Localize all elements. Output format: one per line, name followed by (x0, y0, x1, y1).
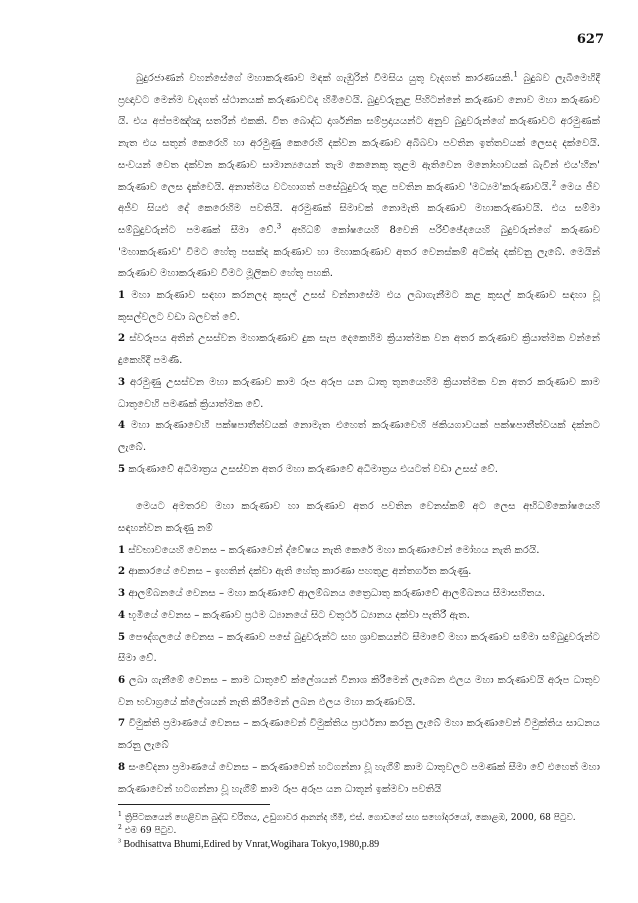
footnote-ref-1: 1 (513, 70, 518, 79)
list-item: 5 පෞද්ගලයේ වෙනස – කරුණාව පසේ බුදුවරුන්ට සහ ශ්‍රාවකයන්ට සීමාවේ මහා කරුණාව සම්මා සම්බුදුවරුන්ට සීමා වේ. (118, 630, 600, 665)
list-item: 1 මහා කරුණාව සඳහා කරනලද කුසල් උසස් වන්නාසේම එය ලබාගැනීමට කළ කුසල් කරුණාව සඳහා වූ කුසල්වලට වඩා බලවත් වේ. (118, 289, 600, 323)
list-item: 4 මහා කරුණාවෙහි පක්ෂපාතීත්වයක් නොමැත එහෙත් කරුණාවෙහි ඡකියගාවයක් පක්ෂපාතීත්වයක් දක්නට ලැබේ. (118, 419, 600, 453)
footnote-ref-2: 2 (551, 179, 557, 188)
list-item: 3 ආලම්බනයේ වෙනස – මහා කරුණාවේ ආලම්බනය ත්‍රෛධාතු කරුණාවේ ආලම්බනය සීමාසහිතය. (118, 587, 546, 600)
list-item: 2 ස්වරූපය අතින් උසස්වන මහාකරුණාව දුක සැප දෙකෙහිම ක්‍රියාත්මක වන අතර කරුණාව ක්‍රියාත්මක වන්නේ දුකෙහිදී පමණි. (118, 332, 600, 367)
main-text (118, 68, 600, 800)
list-item: 6 ලබා ගැනීමේ වෙනස – කාම ධාතුවේ ක්ලේශයන් විනාශ කිරීමෙන් ලැබෙන ඵලය මහා කරුණාවයි අරූප ධාතුව වන භවාග්‍රයේ ක්ලේශයන් නැති කිරීමෙන් ලබන ඵලය මහා කරුණාවයි. (118, 673, 600, 708)
intro-text-4: අභිධම් කෝෂයෙහි 8වෙනි පරිච්ඡේදයෙහි බුදුවරුන්ගේ කරුණාව 'මහාකරුණාව' විමට හේතු පසක්ද කරුණාව හා මහාකරුණාව අතර වෙනස්කම් අටක්ද දක්වනු ලැබේ. මෙයින් කරුණාව මහාකරුණාව වීමට මූලිකව හේතු පහකි. (118, 224, 600, 280)
list-item: 1 ස්වභාවයෙහි වෙනස – කරුණාවෙන් ද්වේෂය නැති කෙරේ මහා කරුණාවෙන් මෝහය නැති කරයි. (118, 543, 540, 556)
intro-text: බුදුරජාණන් වහන්සේගේ මහාකරුණාව මඳක් ගැඹුරින් විමසිය යුතු වැදගත් කාරණයකි. (136, 73, 514, 84)
section-gap (118, 480, 600, 496)
intro-paragraph (118, 68, 600, 285)
list-item: 8 සංවේදනා ප්‍රමාණයේ වෙනස – කරුණාවෙන් හටගන්නා වූ හැගීම් කාම ධාතුවලට පමණක් සීමා වේ එහෙත් මහා කරුණාවෙන් හටගන්නා වූ හැගීම් කාම රූප අරූප යන ධාතූන් ඉක්මවා පවතියි (118, 760, 600, 795)
list-item: 3 අරමුණු උසස්වන මහා කරුණාව කාම රූප අරූප යන ධාතු තුනයෙහිම ක්‍රියාත්මක වන අතර කරුණාව කාම ධාතුවෙහි පමණක් ක්‍රියාත්මක වේ. (118, 375, 600, 410)
differences-list (118, 540, 600, 800)
intro-text-2: බුදුබව ලැබීමෙහිදී ප්‍රඥාවට මෙන්ම වැදගත් ස්ථානයක් කරුණාවටද හිමිවෙයි. බුදුවරුනුළ පිහිටන්නේ කරුණාව නොව මහා කරුණාව යි. එය අප්පමඤ්ඤා සතරින් එකකි. විත බොද්ධ දාර්ශනික සම්ප්‍රදායයන්ට අනුව බුදුවරුන්ගේ කරුණාවට අරමුණක් නැත එය සතුන් කෙරෙහි හා අරමුණු කෙරෙහි දක්වන කරුණාව අබිබවා පවතින ඉත්තවයක් ලෙසද දක්වෙයි. සංවයන් වෙත දක්වන කරුණාව සාමාන්‍යයෙන් තැම කෙනෙකු තුළම ඇතිවෙන මනෝභාවයක් බැවින් එය'හීන' කරුණාව ලෙස දැක්වෙයි. අනාත්මය වටහාගත් පසේබුදුවරු තුළ පවතින කරුණාව 'මධ්‍යම'කරුණාවයි. (118, 73, 600, 193)
footnote: $^3$ Bodhisattva Bhumi,Edired by Vnrat,Wogihara Tokyo,1980,p.89 (118, 838, 380, 850)
list-item: 5 කරුණාවේ අධිමාත්‍රය උසස්වන අතර මහා කරුණාවේ අධිමාත්‍රය එයටත් වඩා උසස් වේ. (118, 462, 498, 475)
footnotes (118, 812, 600, 851)
list-item: 7 විමුක්ති ප්‍රමාණයේ වෙනස – කරුණාවෙන් විමුක්තිය ප්‍රාර්ථනා කරනු ලැබේ මහා කරුණාවෙන් විමුක්තිය සාධනය කරනු ලැබේ (118, 717, 600, 752)
differences-intro: මෙයට අමතරව මහා කරුණාව හා කරුණාව අතර පවතින වෙනස්කම් අට ලෙස අභිධම්කෝෂයෙහි සඳහන්වන කරුණු නම් (118, 501, 600, 535)
intro-text-3: මෙය ජීව අජීව සියළු දේ කෙරෙහිම පවතියි. අරමුණක් සිමාවක් නොමැති කරුණාව මහාකරුණාවයි. එය සම්මා සම්බුදුවරුන්ට පමණක් සීමා වේ. (118, 181, 600, 236)
list-item: 2 ආකාරයේ වෙනස – ඉහතින් දක්වා ඇති හේතු කාරණා පහතුළ අන්තර්ගත කරුණු. (118, 565, 472, 578)
list-item: 4 භූමියේ වෙනස – කරුණාව ප්‍රථම ධ්‍යානයේ සිට චතුර්ථ ධ්‍යානය දක්වා පැතිරී ඇත. (118, 608, 470, 621)
footnote: $^1$ ත්‍රිපිටකයෙන් හෙළිවන බුද්ධ චරිතය, උඩුගාවර ආනන්ද හිමි, එස්. ගොඩගේ සහ සහෝදරයෝ, කොළඹ, 2000, 68 පිටුව. (118, 811, 576, 823)
page-number: 627 (576, 32, 604, 47)
footnote: $^2$ එම 69 පිටුව. (118, 824, 177, 836)
footnote-divider (118, 804, 270, 805)
reasons-list (118, 285, 600, 480)
footnote-ref-3: 3 (276, 222, 282, 231)
